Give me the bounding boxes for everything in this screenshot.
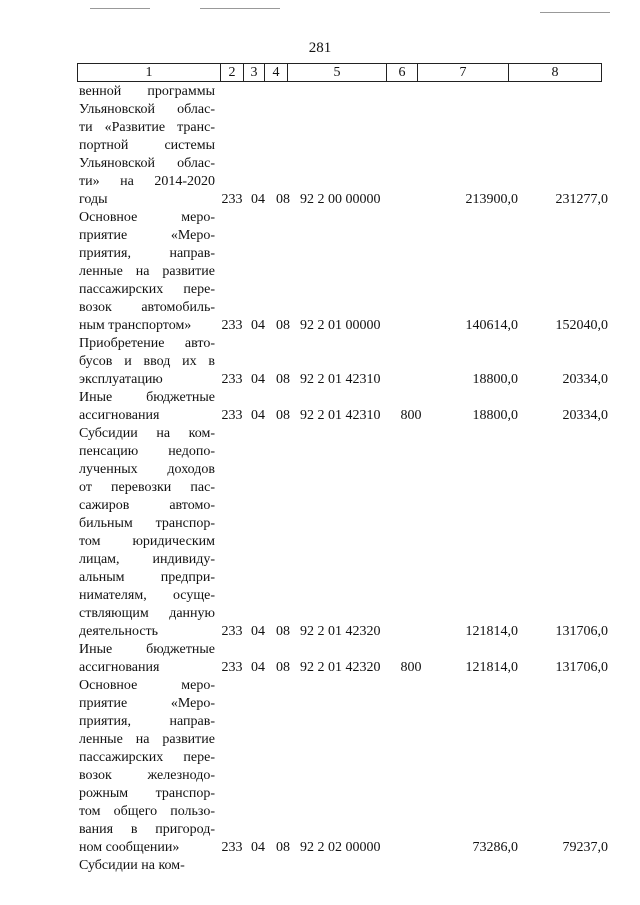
section-code: 04 <box>251 408 265 423</box>
description-line: ассигнования <box>79 660 160 675</box>
row-description <box>79 857 215 875</box>
description-line: Основное меро- <box>79 210 215 225</box>
target-article-code: 92 2 01 42320 <box>300 624 381 639</box>
description-line: приятия, направ- <box>79 246 215 261</box>
description-line: том юридическим <box>79 534 215 549</box>
amount-year-2: 20334,0 <box>562 372 608 387</box>
description-line: портной системы <box>79 138 215 153</box>
row-description <box>79 389 215 425</box>
subsection-code: 08 <box>276 408 290 423</box>
description-line: Иные бюджетные <box>79 642 215 657</box>
amount-year-2: 152040,0 <box>555 318 608 333</box>
page-number: 281 <box>308 40 332 56</box>
description-line: пассажирских пере- <box>79 750 215 765</box>
description-line: альным предпри- <box>79 570 215 585</box>
scan-artifact <box>540 12 610 13</box>
description-line: ствляющим данную <box>79 606 215 621</box>
table-row <box>0 641 640 677</box>
table-row <box>0 677 640 857</box>
administrator-code: 233 <box>221 192 243 207</box>
target-article-code: 92 2 01 42310 <box>300 372 381 387</box>
row-description <box>79 425 215 641</box>
description-line: ти» на 2014-2020 <box>79 174 215 189</box>
row-description <box>79 677 215 857</box>
section-code: 04 <box>251 840 265 855</box>
description-line: возок железнодо- <box>79 768 215 783</box>
description-line: том общего пользо- <box>79 804 215 819</box>
description-line: лученных доходов <box>79 462 215 477</box>
administrator-code: 233 <box>221 624 243 639</box>
column-header-row <box>77 63 602 82</box>
section-code: 04 <box>251 318 265 333</box>
administrator-code: 233 <box>221 840 243 855</box>
subsection-code: 08 <box>276 318 290 333</box>
row-description <box>79 335 215 389</box>
amount-year-1: 140614,0 <box>465 318 518 333</box>
administrator-code: 233 <box>221 408 243 423</box>
table-row <box>0 335 640 389</box>
description-line: пассажирских пере- <box>79 282 215 297</box>
column-header-1: 1 <box>78 64 221 82</box>
description-line: эксплуатацию <box>79 372 163 387</box>
target-article-code: 92 2 01 42320 <box>300 660 381 675</box>
description-line: ном сообщении» <box>79 840 180 855</box>
table-row <box>0 425 640 641</box>
column-header-3: 3 <box>244 64 265 82</box>
row-description <box>79 209 215 335</box>
amount-year-2: 20334,0 <box>562 408 608 423</box>
description-line: рожным транспор- <box>79 786 215 801</box>
amount-year-1: 121814,0 <box>465 660 518 675</box>
scan-artifact <box>90 8 150 9</box>
description-line: Приобретение авто- <box>79 336 215 351</box>
target-article-code: 92 2 01 42310 <box>300 408 381 423</box>
expense-type-code: 800 <box>400 408 422 423</box>
subsection-code: 08 <box>276 192 290 207</box>
column-header-2: 2 <box>221 64 244 82</box>
amount-year-1: 18800,0 <box>472 372 518 387</box>
column-header-8: 8 <box>509 64 602 82</box>
administrator-code: 233 <box>221 372 243 387</box>
description-line: Основное меро- <box>79 678 215 693</box>
description-line: бильным транспор- <box>79 516 215 531</box>
expense-type-code: 800 <box>400 660 422 675</box>
description-line: годы <box>79 192 108 207</box>
column-header-5: 5 <box>288 64 387 82</box>
amount-year-1: 213900,0 <box>465 192 518 207</box>
description-line: вания в пригород- <box>79 822 215 837</box>
subsection-code: 08 <box>276 660 290 675</box>
amount-year-1: 121814,0 <box>465 624 518 639</box>
table-row <box>0 83 640 209</box>
scan-artifact <box>200 8 280 9</box>
description-line: Субсидии на ком- <box>79 426 215 441</box>
section-code: 04 <box>251 192 265 207</box>
table-row <box>0 389 640 425</box>
subsection-code: 08 <box>276 840 290 855</box>
description-line: ассигнования <box>79 408 160 423</box>
table-row <box>0 857 640 875</box>
amount-year-1: 73286,0 <box>472 840 518 855</box>
row-description <box>79 83 215 209</box>
target-article-code: 92 2 00 00000 <box>300 192 381 207</box>
description-line: пенсацию недопо- <box>79 444 215 459</box>
description-line: Иные бюджетные <box>79 390 215 405</box>
amount-year-2: 131706,0 <box>555 660 608 675</box>
column-header-6: 6 <box>387 64 418 82</box>
description-line: Субсидии на ком- <box>79 858 185 873</box>
description-line: ти «Развитие транс- <box>79 120 215 135</box>
description-line: приятия, направ- <box>79 714 215 729</box>
description-line: от перевозки пас- <box>79 480 215 495</box>
description-line: возок автомобиль- <box>79 300 215 315</box>
amount-year-2: 131706,0 <box>555 624 608 639</box>
amount-year-2: 231277,0 <box>555 192 608 207</box>
column-header-7: 7 <box>418 64 509 82</box>
administrator-code: 233 <box>221 318 243 333</box>
description-line: сажиров автомо- <box>79 498 215 513</box>
section-code: 04 <box>251 624 265 639</box>
column-header-4: 4 <box>265 64 288 82</box>
description-line: Ульяновской облас- <box>79 102 215 117</box>
target-article-code: 92 2 02 00000 <box>300 840 381 855</box>
description-line: Ульяновской облас- <box>79 156 215 171</box>
amount-year-2: 79237,0 <box>562 840 608 855</box>
description-line: ным транспортом» <box>79 318 192 333</box>
description-line: нимателям, осуще- <box>79 588 215 603</box>
administrator-code: 233 <box>221 660 243 675</box>
amount-year-1: 18800,0 <box>472 408 518 423</box>
description-line: бусов и ввод их в <box>79 354 215 369</box>
section-code: 04 <box>251 660 265 675</box>
description-line: приятие «Меро- <box>79 696 215 711</box>
row-description <box>79 641 215 677</box>
target-article-code: 92 2 01 00000 <box>300 318 381 333</box>
subsection-code: 08 <box>276 372 290 387</box>
description-line: ленные на развитие <box>79 264 215 279</box>
description-line: ленные на развитие <box>79 732 215 747</box>
subsection-code: 08 <box>276 624 290 639</box>
table-row <box>0 209 640 335</box>
description-line: венной программы <box>79 84 215 99</box>
description-line: приятие «Меро- <box>79 228 215 243</box>
description-line: лицам, индивиду- <box>79 552 215 567</box>
section-code: 04 <box>251 372 265 387</box>
description-line: деятельность <box>79 624 159 639</box>
